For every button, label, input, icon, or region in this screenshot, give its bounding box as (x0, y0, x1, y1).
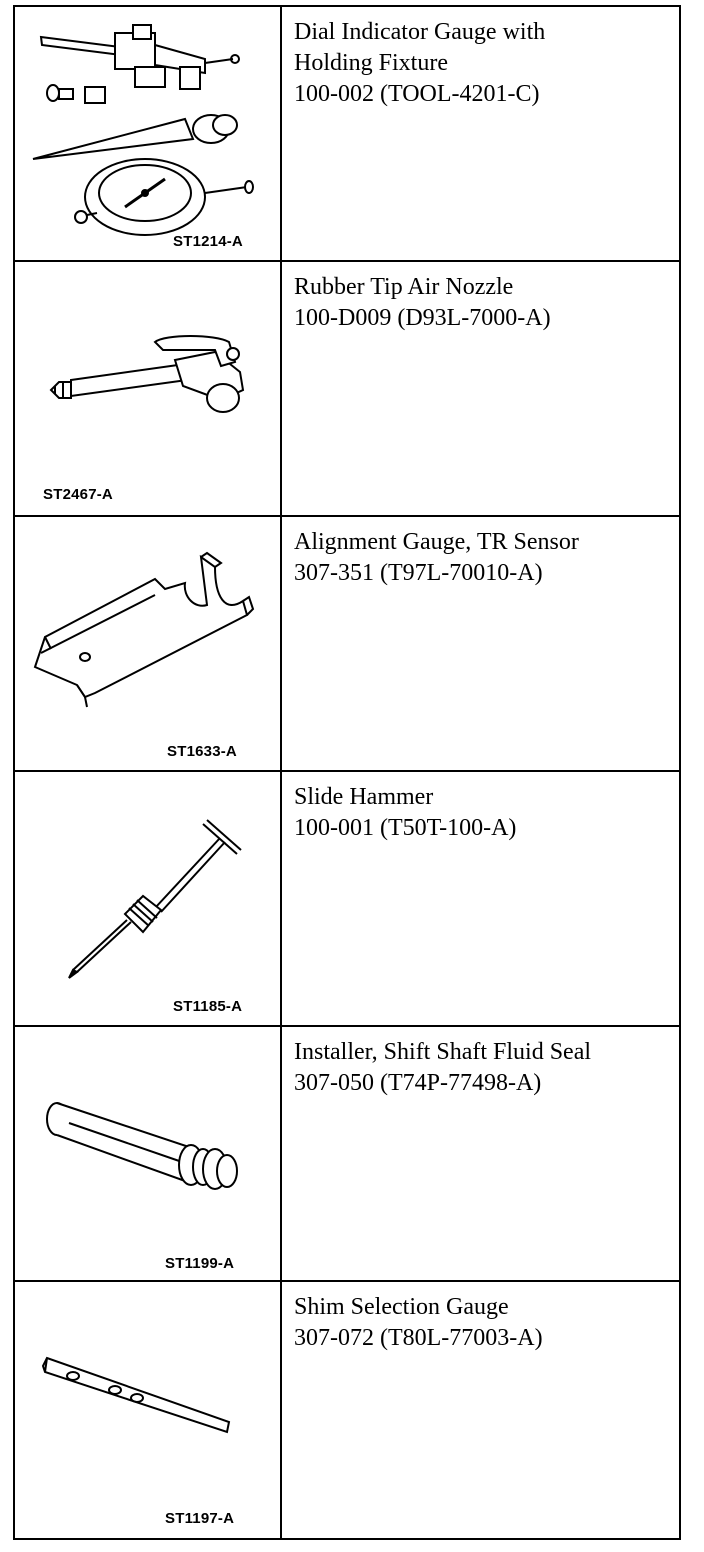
slide-hammer-icon (15, 772, 282, 1027)
seal-installer-icon (15, 1027, 282, 1282)
tool-description (294, 782, 674, 844)
tool-illustration-cell (15, 262, 282, 515)
tool-number-line: 307-072 (T80L-77003-A) (294, 1325, 543, 1351)
table-row (15, 262, 679, 517)
dial-indicator-gauge-icon (15, 7, 282, 262)
table-row (15, 1027, 679, 1282)
tool-number-line: 100-D009 (D93L-7000-A) (294, 305, 551, 331)
tool-name-line: Slide Hammer (294, 784, 434, 810)
table-row (15, 1282, 679, 1538)
alignment-gauge-icon (15, 517, 282, 772)
tool-illustration-cell (15, 1027, 282, 1280)
table-row (15, 772, 679, 1027)
tool-number-line: 100-001 (T50T-100-A) (294, 815, 517, 841)
tool-description (294, 272, 674, 334)
illustration-code: ST1185-A (173, 998, 243, 1015)
tool-name-line: Holding Fixture (294, 50, 448, 76)
tool-description (294, 1037, 674, 1099)
tool-number-line: 307-351 (T97L-70010-A) (294, 560, 543, 586)
tool-description (294, 17, 674, 110)
illustration-code: ST2467-A (43, 486, 113, 503)
tool-number-line: 100-002 (TOOL-4201-C) (294, 81, 540, 107)
shim-gauge-icon (15, 1282, 282, 1538)
illustration-code: ST1214-A (173, 233, 243, 250)
tool-name-line: Alignment Gauge, TR Sensor (294, 529, 579, 555)
tool-description (294, 1292, 674, 1354)
table-row (15, 517, 679, 772)
tool-illustration-cell (15, 7, 282, 260)
tool-name-line: Installer, Shift Shaft Fluid Seal (294, 1039, 592, 1065)
tool-name-line: Dial Indicator Gauge with (294, 19, 546, 45)
tool-description (294, 527, 674, 589)
tool-name-line: Rubber Tip Air Nozzle (294, 274, 514, 300)
illustration-code: ST1633-A (167, 743, 237, 760)
special-tools-table (13, 5, 681, 1540)
tool-illustration-cell (15, 1282, 282, 1538)
table-row (15, 7, 679, 262)
air-nozzle-icon (15, 262, 282, 517)
tool-illustration-cell (15, 772, 282, 1025)
tool-illustration-cell (15, 517, 282, 770)
tool-number-line: 307-050 (T74P-77498-A) (294, 1070, 542, 1096)
illustration-code: ST1197-A (165, 1510, 235, 1527)
tool-name-line: Shim Selection Gauge (294, 1294, 509, 1320)
illustration-code: ST1199-A (165, 1255, 235, 1272)
